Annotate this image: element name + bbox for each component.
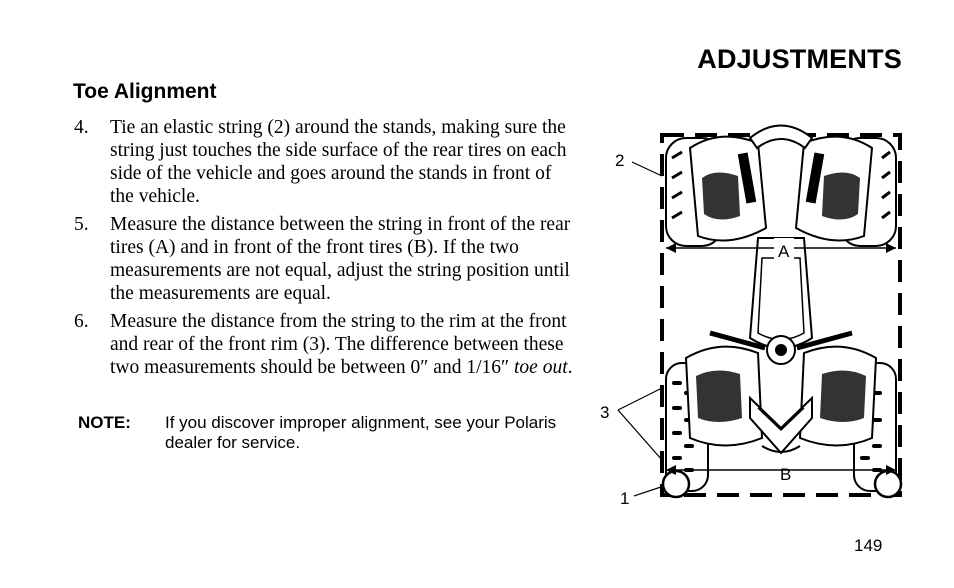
callout-3: 3: [600, 403, 610, 422]
callout-2: 2: [615, 151, 625, 170]
note: [78, 413, 578, 453]
page-number: 149: [854, 536, 883, 555]
rear-chevron: [750, 398, 812, 453]
section-title: ADJUSTMENTS: [697, 44, 902, 74]
callout-1: 1: [620, 489, 630, 508]
step-5: [74, 213, 579, 305]
step-text-after: .: [567, 357, 573, 378]
note-label: NOTE:: [78, 413, 131, 432]
front-bumper: [750, 126, 812, 149]
note-text: If you discover improper alignment, see your Polaris dealer for service.: [165, 413, 557, 452]
step-6: [74, 310, 579, 379]
step-text-italic: toe out: [514, 357, 568, 378]
toe-alignment-diagram: [590, 108, 920, 508]
measure-b-label: B: [780, 465, 792, 484]
stand-right: [875, 471, 901, 497]
step-number: 6.: [74, 311, 89, 332]
step-text-before: Measure the distance from the string to the rim at the front and rear of the front rim (3). The difference between these two measurements should be between 0″ and 1/16″: [110, 311, 567, 378]
instruction-list: [74, 116, 579, 384]
step-number: 5.: [74, 214, 89, 235]
step-4: [74, 116, 579, 208]
page-heading: Toe Alignment: [73, 80, 217, 103]
measure-a-label: A: [778, 242, 790, 261]
step-text: Tie an elastic string (2) around the stands, making sure the string just touches the side surface of the rear tires on each side of the vehicle and goes around the stands in front of the vehicle.: [110, 117, 567, 207]
step-text: Measure the distance between the string in front of the rear tires (A) and in front of the front tires (B). If the two measurements are not equal, adjust the string position until the measurements are equal.: [110, 214, 571, 304]
step-text: [110, 311, 573, 378]
step-number: 4.: [74, 117, 89, 138]
